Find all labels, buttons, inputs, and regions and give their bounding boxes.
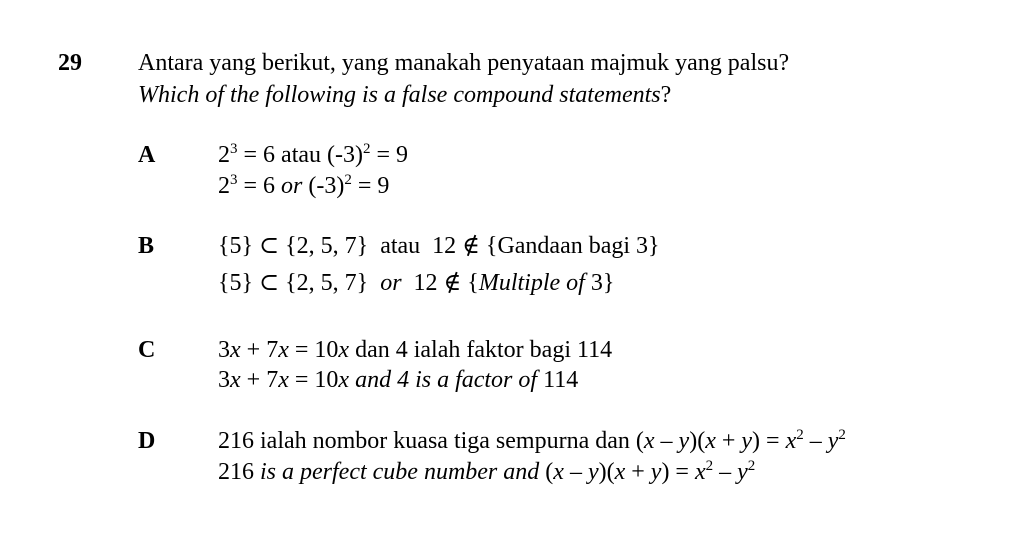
seg: 216 ialah nombor kuasa tiga sempurna dan ( [218,428,644,454]
option-d-malay [218,427,846,455]
seg: = 10 [288,337,339,363]
seg: or [380,270,402,296]
seg: 2 [705,458,714,474]
option-a-english [218,172,389,200]
seg: 3 [230,172,238,188]
seg: y [737,459,748,485]
question-text-english [138,81,671,109]
question-mark: ? [660,82,672,108]
seg: 3 [218,337,230,363]
seg: (-3) [302,173,345,199]
seg: – [654,428,679,454]
seg: y [678,428,690,454]
seg: y [650,459,662,485]
seg: 216 [218,459,260,485]
seg: is a perfect cube number and [260,459,540,485]
seg: = 6 [237,173,282,199]
seg: y [827,428,839,454]
option-c-malay [218,336,612,364]
seg: x [705,428,716,454]
seg: 2 [747,458,756,474]
option-b-letter: B [138,233,155,259]
seg: = 10 [288,367,339,393]
seg: ) = [661,459,695,485]
option-c-english [218,366,578,394]
question-text-malay: Antara yang berikut, yang manakah penyataan majmuk yang palsu? [138,50,790,76]
seg: {5} ⊂ {2, 5, 7} [218,270,381,296]
seg: x [785,428,797,454]
seg: )( [689,428,706,454]
seg: 2 [218,142,230,168]
seg: 2 [796,427,804,443]
seg: 12 ∉ { [401,270,479,296]
question-en-text: Which of the following is a false compound statements [138,82,661,108]
seg: ( [539,459,554,485]
option-c-letter: C [138,337,156,363]
seg: 2 [838,427,846,443]
seg: x [230,367,241,393]
seg: )( [598,459,615,485]
seg: – [713,459,738,485]
option-d-letter: D [138,428,156,454]
seg: dan 4 ialah faktor bagi 114 [349,337,613,363]
seg: 3 [218,367,230,393]
seg: + [625,459,651,485]
seg: 2 [362,141,371,157]
seg: x [338,337,350,363]
seg: = 6 atau (-3) [237,142,363,168]
seg: or [281,173,303,199]
seg: – [803,428,828,454]
seg: x [338,367,350,393]
seg: = 9 [351,173,390,199]
seg: ) = [752,428,786,454]
option-d-english [218,458,755,486]
seg: = 9 [370,142,409,168]
seg: + 7 [240,337,279,363]
option-a-malay [218,141,408,169]
seg: y [741,428,753,454]
seg: and 4 is a factor of [349,367,538,393]
seg: + [715,428,742,454]
seg: 114 [537,367,579,393]
option-b-english [218,269,614,297]
seg: x [614,459,626,485]
option-b-malay: {5} ⊂ {2, 5, 7} atau 12 ∉ {Gandaan bagi 3} [218,233,660,259]
seg: x [278,337,289,363]
seg: 2 [218,173,230,199]
seg: 3} [584,270,615,296]
seg: Multiple of [478,270,585,296]
seg: x [694,459,706,485]
seg: x [643,428,655,454]
seg: 2 [344,172,352,188]
seg: + 7 [240,367,279,393]
question-number: 29 [58,50,82,76]
seg: y [587,459,599,485]
seg: x [553,459,564,485]
seg: x [230,337,241,363]
seg: 3 [230,141,238,157]
seg: – [563,459,588,485]
seg: x [278,367,289,393]
option-a-letter: A [138,142,156,168]
